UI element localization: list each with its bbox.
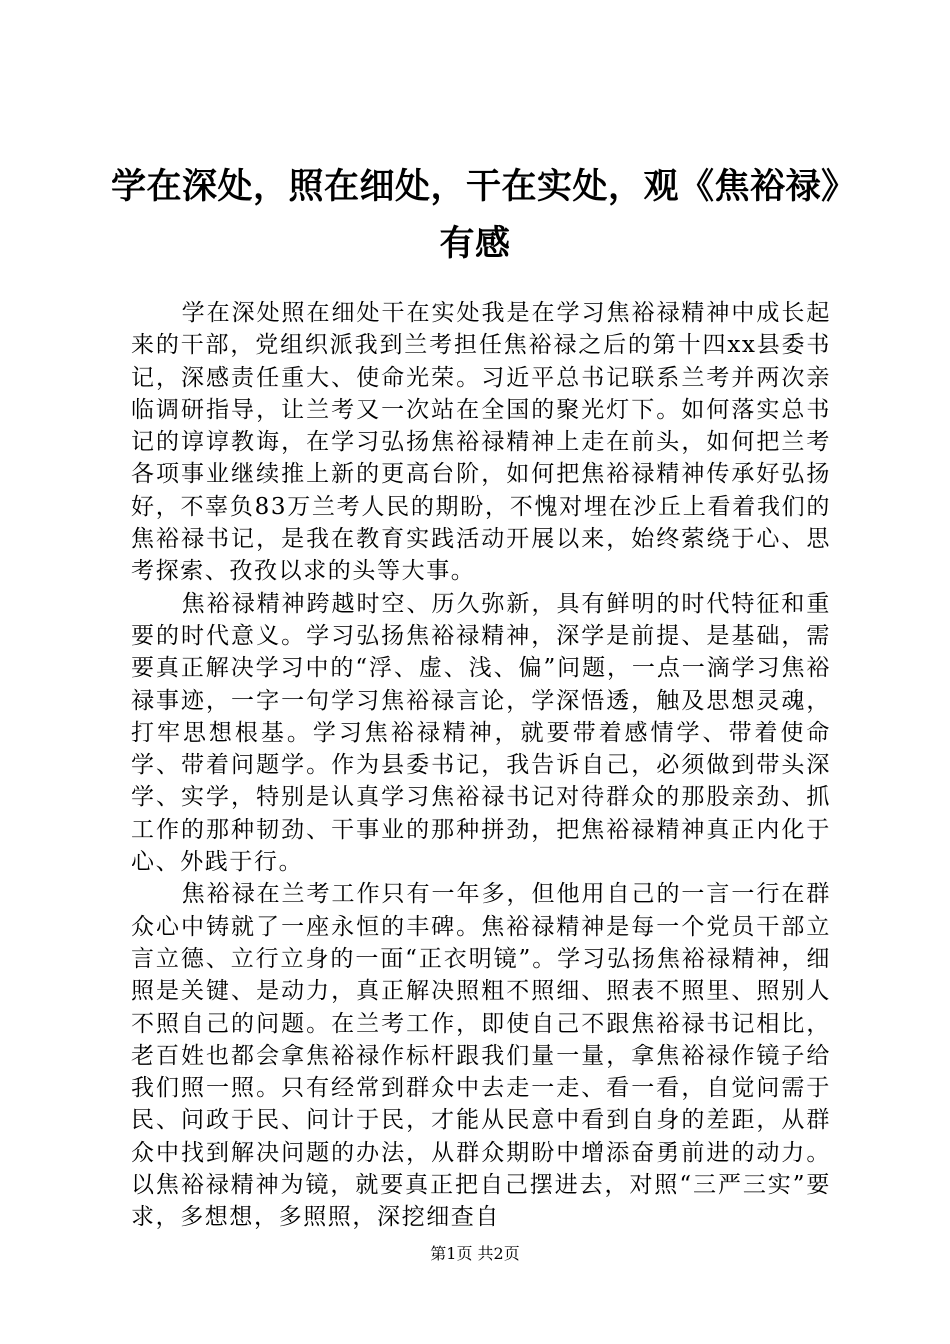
paragraph-3: 焦裕禄在兰考工作只有一年多，但他用自己的一言一行在群众心中铸就了一座永恒的丰碑。焦裕禄精神是每一个党员干部立言立德、立行立身的一面“正衣明镜”。学习弘扬焦裕禄精神，细照是关键、是动力，真正解决照粗不照细、照表不照里、照别人不照自己的问题。在兰考工作，即使自己不跟焦裕禄书记相比，老百姓也都会拿焦裕禄作标杆跟我们量一量，拿焦裕禄作镜子给我们照一照。只有经常到群众中去走一走、看一看，自觉问需于民、问政于民、问计于民，才能从民意中看到自身的差距，从群众中找到解决问题的办法，从群众期盼中增添奋勇前进的动力。以焦裕禄精神为镜，就要真正把自己摆进去，对照“三严三实”要求，多想想，多照照，深挖细查自 <box>131 881 831 1231</box>
paragraph-1: 学在深处照在细处干在实处我是在学习焦裕禄精神中成长起来的干部，党组织派我到兰考担任焦裕禄之后的第十四xx县委书记，深感责任重大、使命光荣。习近平总书记联系兰考并两次亲临调研指导，让兰考又一次站在全国的聚光灯下。如何落实总书记的谆谆教诲，在学习弘扬焦裕禄精神上走在前头，如何把兰考各项事业继续推上新的更高台阶，如何把焦裕禄精神传承好弘扬好，不辜负83万兰考人民的期盼，不愧对埋在沙丘上看着我们的焦裕禄书记，是我在教育实践活动开展以来，始终萦绕于心、思考探索、孜孜以求的头等大事。 <box>131 300 831 585</box>
document-body <box>131 297 831 1234</box>
document-title: 学在深处，照在细处，干在实处，观《焦裕禄》有感 <box>110 166 839 264</box>
page-footer: 第1页 共2页 <box>430 1244 520 1263</box>
paragraph-2: 焦裕禄精神跨越时空、历久弥新，具有鲜明的时代特征和重要的时代意义。学习弘扬焦裕禄精神，深学是前提、是基础，需要真正解决学习中的“浮、虚、浅、偏”问题，一点一滴学习焦裕禄事迹，一字一句学习焦裕禄言论，学深悟透，触及思想灵魂，打牢思想根基。学习焦裕禄精神，就要带着感情学、带着使命学、带着问题学。作为县委书记，我告诉自己，必须做到带头深学、实学，特别是认真学习焦裕禄书记对待群众的那股亲劲、抓工作的那种韧劲、干事业的那种拼劲，把焦裕禄精神真正内化于心、外践于行。 <box>131 590 831 876</box>
